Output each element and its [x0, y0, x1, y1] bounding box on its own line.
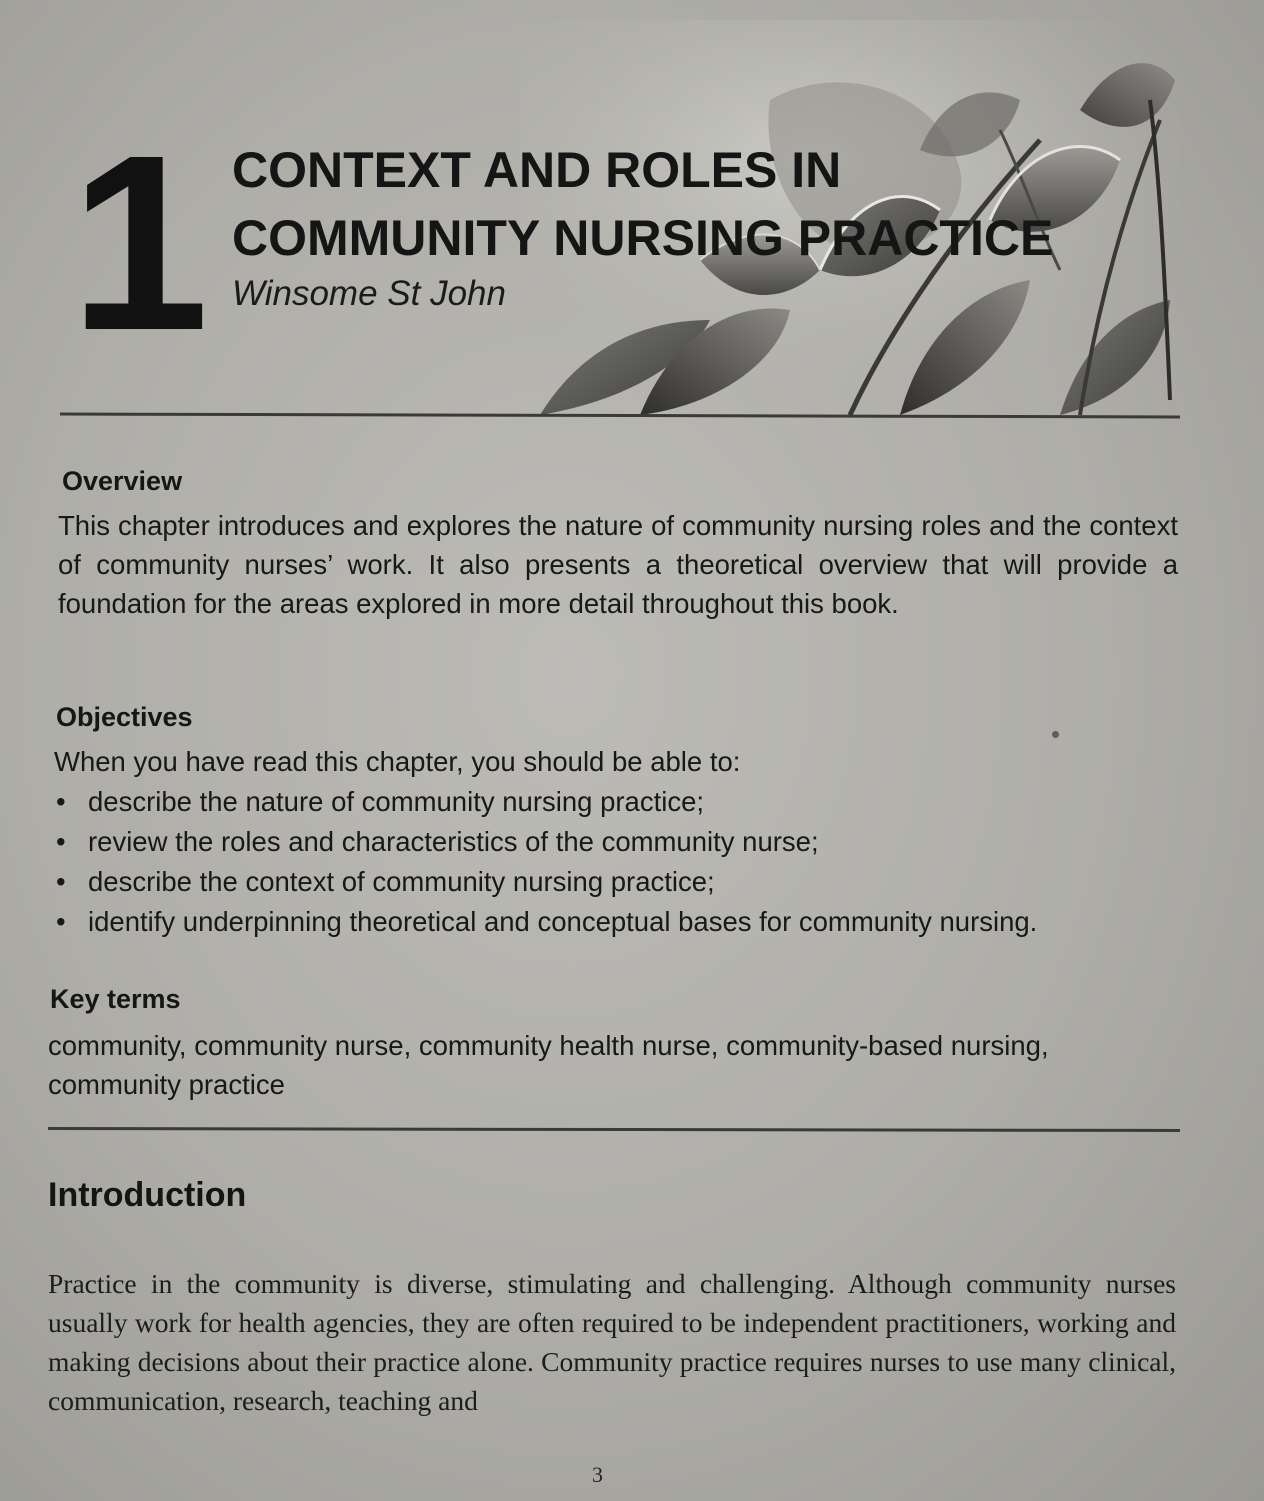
objectives-heading: Objectives: [56, 702, 193, 732]
overview-text: This chapter introduces and explores the nature of community nursing roles and the context of community nurses’ work. It also presents a theoretical overview that will provide a foundation for the areas explored in more detail throughout this book.: [58, 510, 1178, 619]
chapter-number: 1: [70, 103, 204, 382]
objective-item: [52, 862, 1192, 902]
objective-text: identify underpinning theoretical and conceptual bases for community nursing.: [88, 906, 1038, 937]
objective-text: describe the context of community nursing practice;: [88, 866, 715, 897]
chapter-title-line-2: COMMUNITY NURSING PRACTICE: [232, 210, 1054, 266]
objective-item: [52, 822, 1192, 862]
introduction-heading: Introduction: [48, 1176, 247, 1214]
introduction-text: Practice in the community is diverse, stimulating and challenging. Although community nurses usually work for health agencies, they are often required to be independent practitioners, working and making decisions about their practice alone. Community practice requires nurses to use many clinical, communication, research, teaching and: [48, 1268, 1176, 1416]
bullet-icon: •: [56, 866, 66, 897]
bullet-icon: •: [56, 786, 66, 817]
objective-text: review the roles and characteristics of the community nurse;: [88, 826, 819, 857]
chapter-title: [232, 136, 1192, 272]
overview-heading: Overview: [62, 466, 183, 496]
page-number: 3: [592, 1462, 603, 1487]
objectives-intro: When you have read this chapter, you should be able to:: [54, 746, 741, 777]
bullet-icon: •: [56, 906, 66, 937]
paper-speck: [1052, 731, 1059, 738]
objective-item: [52, 902, 1192, 942]
section-divider: [48, 1127, 1180, 1132]
objective-item: [52, 782, 1192, 822]
chapter-title-line-1: CONTEXT AND ROLES IN: [232, 142, 842, 198]
bullet-icon: •: [56, 826, 66, 857]
key-terms-heading: Key terms: [50, 984, 181, 1014]
chapter-author: Winsome St John: [232, 274, 506, 313]
key-terms-text: community, community nurse, community health nurse, community-based nursing, community practice: [48, 1030, 1049, 1100]
objectives-list: [52, 782, 1192, 942]
objective-text: describe the nature of community nursing practice;: [88, 786, 704, 817]
